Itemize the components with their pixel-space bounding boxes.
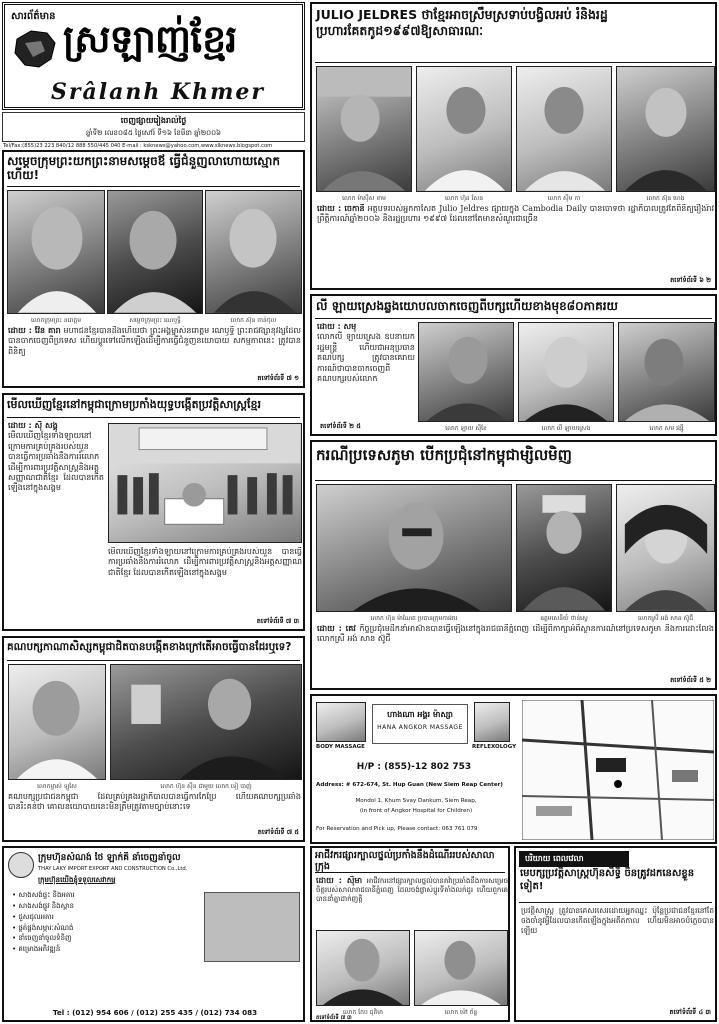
photo-portrait bbox=[416, 66, 512, 192]
story-byline: ដោយ : គេវ bbox=[317, 624, 356, 633]
service-item: • ផ្គត់ផ្គង់សម្ភារៈសំណង់ bbox=[12, 923, 74, 932]
story-byline: ដោយ : សមុ bbox=[317, 322, 357, 331]
ad-logo-kh: ហាងណា អង្គរ ម៉ាស្សា bbox=[387, 710, 453, 719]
story-text: មហាជនខ្មែរបានដឹងហើយថា ព្រះអង្គម្ចាស់នរោត្តម រណឫទ្ធិ ព្រះរាជវង្សានុវង្សដែលបានចាកចេញពីប្រទេស ហើយប្តូរទៅលើកឡើងដើម្បីការធ្វើជំនួញនយោបាយ សកម្មភាពនេះ ត្រូវបានពិនិត្យ bbox=[8, 326, 301, 356]
photo-reflexology bbox=[474, 702, 510, 742]
photo-caption: លោក ហ៊ុន ម៉ាណែត ប្រធានក្រុមការងារ bbox=[370, 615, 458, 622]
ad-reservation: For Reservation and Pick up, Please contact: 063 761 079 bbox=[316, 826, 478, 832]
story-party bbox=[2, 636, 305, 842]
story-text: លោកលី ឡាយស្រេង ឧបនាយករដ្ឋមន្ត្រី ហើយជាអនុប្រធានគណបក្ស ត្រូវបានគេរាយការណ៍ថាបានចាកចេញពីគណបក្សរបស់លោក bbox=[317, 332, 415, 383]
ad-construction bbox=[2, 846, 305, 1022]
photo-caption: លោក ស៊ីម កា bbox=[547, 195, 581, 202]
story-rainariddh bbox=[2, 150, 305, 388]
story-text: មើលឃើញខ្មែរទាំងឡាយនៅក្រោមការគ្រប់គ្រងរបស់យួន បានធ្វើការប្រឆាំងនឹងការរំលោភ ដើម្បីការពារប្រវត្តិសាស្ត្រនិងអត្តសញ្ញាណជាតិខ្មែរ ដែលបានកើតឡើងនៅក្នុងសង្គម bbox=[8, 431, 104, 493]
story-julio-jeldres bbox=[310, 2, 717, 290]
photo-caption: លោក ឡាយ ស៊ីខែ bbox=[445, 425, 487, 432]
construction-photo bbox=[204, 892, 300, 962]
masthead-title-latin: Srâlanh Khmer bbox=[51, 79, 265, 105]
photo-portrait bbox=[616, 66, 715, 192]
story-text: អត្ថបទរបស់អ្នកកាសែត Julio Jeldres ផ្សាយក្នុង Cambodia Daily បានចោទថា រដ្ឋាភិបាលត្រូវតែពិនិត្យរឿងរ៉ាវព្រឹត្តិការណ៍ឆ្នាំ២០០៦ និងរដ្ឋប្រហារ ១៩៩៧ ដែលនៅតែមានសំណួរជាច្រើន bbox=[317, 204, 714, 224]
section-label: បរិយាយ ពេលវេលា bbox=[519, 851, 629, 867]
photo-meeting bbox=[110, 664, 302, 780]
service-item: • សាងសង់ផ្ទះ និងអគារ bbox=[12, 891, 75, 899]
photo-caption: សម្តេចក្រុមព្រះ រណឫទ្ធិ bbox=[129, 317, 181, 324]
company-name-kh: ក្រុមហ៊ុនសំណង់ ថៃ ឡាក់គី នាំចេញនាំចូល bbox=[38, 853, 181, 863]
ad-address: Address: # 672-674, St. Hup Guan (New Siem Reap Center) bbox=[316, 782, 503, 788]
company-logo-icon bbox=[8, 852, 34, 878]
company-phone: Tel : (012) 954 606 / (012) 255 435 / (012) 734 083 bbox=[52, 1008, 258, 1017]
issue-strip bbox=[2, 112, 305, 142]
story-headline: JULIO JELDRES ថាខ្មែរអាចស្រឹមស្រទាប់បង្វិលអប់ រំនិងរដ្ឋប្រហារគែតកូដ១៩៩៧ឱ្យសាធារណៈ bbox=[316, 7, 608, 38]
story-headline: លី ឡាយស្រេងឆ្លងយោបលចាកចេញពីបក្សហើយខាងមុខ៨០ភាគរយ bbox=[316, 299, 618, 313]
story-myanmar bbox=[310, 440, 717, 690]
story-byline: ដោយ : សុិមា bbox=[316, 876, 363, 885]
story-lu-lay-sreng bbox=[310, 294, 717, 436]
story-byline: ដោយ : ស៊ី សង្គ bbox=[8, 421, 58, 430]
story-headline: មេបក្សប្រវត្តិសាស្ត្រហ៊ុនសិទ្ធិ ចិនត្រូវដកនេសខ្លួនទៀត! bbox=[520, 868, 695, 892]
story-body bbox=[317, 322, 415, 420]
photo-caption: ឧត្តមសេនីយ៍ ថាន់ស្វេ bbox=[540, 615, 588, 622]
cambodia-map-icon bbox=[11, 25, 59, 73]
continued-note: តទៅទំព័រទី ៦ ២ bbox=[670, 276, 711, 284]
services-title: ក្រុមហ៊ុនយើងខ្ញុំទទួលសេវាកម្ម bbox=[38, 876, 116, 884]
story-body bbox=[521, 906, 714, 1006]
story-text: អាជីវករនៅផ្សារក្បាលថ្នល់បានតវ៉ាប្រឆាំងនឹងការសម្រេចចិត្តរបស់សាលារាជធានីភ្នំពេញ ដែលចង់ផ្លាស់ប្តូរទីតាំងលក់ដូរ ហើយពួកគេបាននាំគ្នាដាក់ញត្តិ bbox=[316, 877, 508, 904]
story-body bbox=[316, 876, 508, 926]
story-text: កិច្ចប្រជុំមេដឹកនាំអាស៊ានបានធ្វើឡើងនៅក្នុងរាជធានីភ្នំពេញ ដើម្បីពិភាក្សាអំពីស្ថានការណ៍នៅប្រទេសភូមា និងការដោះលែងលោកស្រី អង់ សាន ស៊ូជី bbox=[317, 624, 714, 644]
ad-logo-en: HANA ANGKOR MASSAGE bbox=[377, 724, 463, 731]
masthead-kicker: សារព័ត៌មាន bbox=[11, 11, 56, 22]
story-headline: ករណីប្រទេសភូមា បើកប្រជុំនៅកម្ពុជាម្សិលមិញ bbox=[316, 446, 572, 464]
photo-caption: លោកម្ចាស់ ឡូសែ bbox=[37, 783, 77, 790]
photo-caption: លោកក្រុមព្រះ នរោត្តម bbox=[30, 317, 81, 324]
photo-portrait bbox=[316, 930, 410, 1006]
ad-address-2: Mondol 1, Khum Svay Dankum, Siem Reap, bbox=[355, 798, 477, 804]
photo-portrait bbox=[618, 322, 715, 422]
photo-portrait bbox=[107, 190, 203, 314]
photo-portrait bbox=[414, 930, 508, 1006]
ad-angkor-massage bbox=[310, 694, 717, 844]
ad-address-3: (in front of Angkor Hospital for Children) bbox=[359, 808, 473, 814]
photo-portrait bbox=[518, 322, 614, 422]
continued-note: តទៅទំព័រទី ២ ៥ bbox=[320, 422, 361, 430]
story-text: គណបក្សប្រជាជនកម្ពុជា ដែលគ្រប់គ្រងរដ្ឋាភិបាលបានធ្វើការកែប្រែ ហើយគណបក្សប្រឆាំងបានរិះគន់ថា គោលនយោបាយនេះមិនត្រឹមត្រូវតាមច្បាប់នោះទេ bbox=[8, 792, 301, 812]
story-body bbox=[8, 421, 104, 611]
photo-caption: លោក ហ៊ុន សែន bbox=[444, 195, 484, 202]
location-map-icon bbox=[522, 700, 714, 840]
story-opinion bbox=[514, 846, 717, 1022]
issue-line-1: ចេញផ្សាយរៀងរាល់ថ្ងៃ bbox=[120, 116, 187, 125]
continued-note: តទៅទំព័រទី ៥ ២ bbox=[670, 676, 711, 684]
story-body bbox=[317, 204, 714, 274]
photo-caption: លោក កែប ជុតិមា bbox=[343, 1009, 383, 1016]
story-text: ប្រវត្តិសាស្ត្រ ត្រូវបានគេសរសេរដោយអ្នកឈ្នះ ប៉ុន្តែប្រជាជនខ្មែរនៅតែចងចាំនូវអ្វីដែលបានកើតឡើងក្នុងអតីតកាល ហើយមិនអាចបំភ្លេចបានឡើយ bbox=[521, 906, 714, 935]
masthead-title-kh: ស្រឡាញ់ខ្មែរ bbox=[63, 17, 237, 61]
ad-tag-right: REFLEXOLOGY bbox=[472, 744, 517, 750]
photo-portrait bbox=[205, 190, 302, 314]
continued-note: តទៅទំព័រទី ៤ ៣ bbox=[669, 1008, 711, 1016]
photo-caption: លោក សម រង្ស៊ី bbox=[649, 425, 684, 432]
photo-caption: លោក ស៊ុន ហេង bbox=[646, 195, 685, 202]
service-item: • សាងសង់ផ្លូវ និងស្ពាន bbox=[12, 901, 74, 910]
story-headline: សម្តេចក្រុមព្រះយកព្រះនាមសម្តេចឪ ធ្វើជំនួញលាហោយស្មោកហើយ! bbox=[7, 154, 281, 183]
story-byline: ដោយ : ចេកានី bbox=[317, 204, 365, 213]
photo-caption: លោក លី ឡាយស្រេង bbox=[541, 425, 591, 432]
photo-portrait bbox=[516, 484, 612, 612]
photo-portrait bbox=[616, 484, 715, 612]
photo-ceremony bbox=[108, 423, 302, 543]
photo-portrait bbox=[8, 664, 106, 780]
ad-tag-left: BODY MASSAGE bbox=[316, 744, 365, 750]
story-body bbox=[317, 624, 714, 676]
story-byline: ដោយ : វ៉ែន តារា bbox=[8, 326, 61, 335]
ad-logo-box bbox=[372, 704, 468, 744]
photo-caption: លោកស្រី អង់ សាន ស៊ូជី bbox=[637, 615, 694, 622]
continued-note: តទៅទំព័រទី ៧ ៣ bbox=[316, 1015, 352, 1021]
photo-caption: លោក ស៊ុន ចាន់ថុល bbox=[230, 317, 277, 324]
photo-caption: លោក ម៉ាស៊ីស ខាម bbox=[342, 195, 386, 202]
photo-portrait bbox=[516, 66, 612, 192]
photo-portrait bbox=[316, 66, 412, 192]
continued-note: តទៅទំព័រទី ៧ ៣ bbox=[256, 617, 299, 625]
story-headline: អាជីវករផ្សារក្បាលថ្នល់ប្រកាំងនឹងដំណើររបស់សាលាក្រុង bbox=[315, 850, 495, 873]
service-item: • គម្រោងអភិវឌ្ឍន៍ bbox=[12, 945, 61, 954]
masthead bbox=[2, 2, 305, 110]
story-headline: គណបក្សកាណាសិស្សកម្ពុជាជិតបានបង្កើតខាងក្រៅតើអាចធ្វើបានដែរឬទេ? bbox=[7, 641, 292, 653]
ad-phone: H/P : (855)-12 802 753 bbox=[356, 762, 472, 772]
story-body bbox=[8, 792, 301, 830]
photo-portrait bbox=[316, 484, 512, 612]
service-item: • នាំចេញនាំចូលទំនិញ bbox=[12, 934, 72, 943]
story-headline: មើលឃើញខ្មែរនៅកម្ពុជាក្រោមប្រកាំងយុទ្ធបង្កើតប្រវត្តិសាស្ត្រខ្មែរ bbox=[7, 398, 261, 411]
photo-caption: លោក ម៉ៅ ច័ន្ទ bbox=[444, 1009, 478, 1016]
photo-caption: លោក ហ៊ុន ស៊ីន ជាមួយ លោក ទៀ បាញ់ bbox=[160, 783, 252, 790]
story-market-vendors bbox=[310, 846, 510, 1022]
story-body-cont bbox=[108, 547, 302, 613]
photo-portrait bbox=[7, 190, 105, 314]
contact-line: Tel/Fax:(855)23 223 840/12 888 550/445 040 E-mail : ksknews@yahoo.com,www.slknews.blogspot.com bbox=[3, 143, 273, 149]
continued-note: តទៅទំព័រទី ៧ ៥ bbox=[257, 828, 299, 836]
story-kampuchea-krom bbox=[2, 393, 305, 631]
story-body bbox=[8, 326, 301, 374]
company-name-en: THAY LAKY IMPORT EXPORT AND CONSTRUCTION Co.,Ltd. bbox=[38, 866, 188, 872]
photo-massage bbox=[316, 702, 366, 742]
issue-line-2: ឆ្នាំទី២ លេខ០៨៥ ថ្ងៃសៅរ៍ ទី១៦ ខែមីនា ឆ្នាំ២០០៦ bbox=[85, 129, 222, 137]
continued-note: តទៅទំព័រទី ៧ ១ bbox=[257, 374, 299, 382]
service-item: • ជួសជុលអគារ bbox=[12, 912, 54, 921]
story-text: មើលឃើញខ្មែរទាំងឡាយនៅក្រោមការគ្រប់គ្រងរបស់យួន បានធ្វើការប្រឆាំងនឹងការរំលោភ ដើម្បីការពារប្រវត្តិសាស្ត្រនិងអត្តសញ្ញាណជាតិខ្មែរ ដែលបានកើតឡើងនៅក្នុងសង្គម bbox=[108, 547, 302, 577]
photo-portrait bbox=[418, 322, 514, 422]
